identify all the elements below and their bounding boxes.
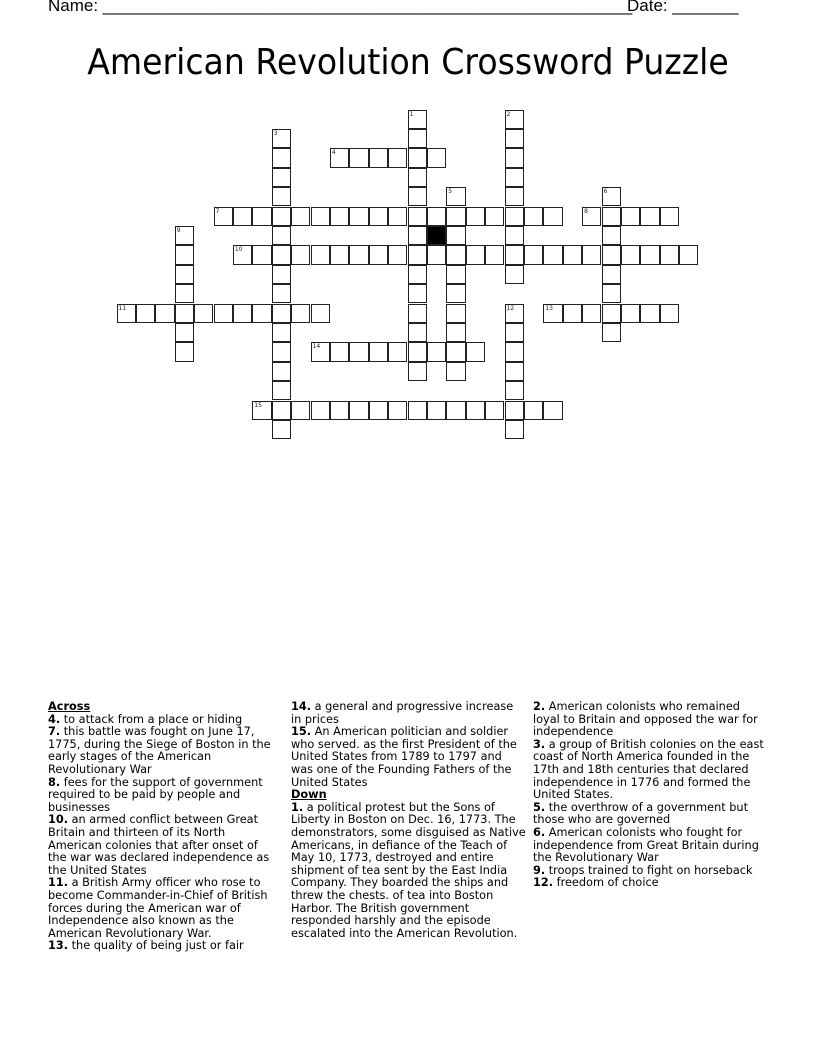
- grid-cell[interactable]: [388, 401, 407, 420]
- clue-number: 12: [506, 304, 515, 312]
- grid-cell[interactable]: [505, 401, 524, 420]
- down-heading: Down: [291, 788, 327, 802]
- grid-cell[interactable]: [543, 207, 562, 226]
- grid-cell[interactable]: [582, 207, 601, 226]
- grid-cell[interactable]: [408, 401, 427, 420]
- grid-cell[interactable]: [233, 207, 252, 226]
- grid-cell[interactable]: [602, 284, 621, 303]
- grid-cell[interactable]: [621, 304, 640, 323]
- clue-down-3: 3. a group of British colonies on the east coast of North America founded in the 17th and 18th centuries that declared independence in 1776 and formed the United States.: [533, 737, 764, 802]
- grid-cell[interactable]: [408, 187, 427, 206]
- grid-cell[interactable]: [582, 245, 601, 264]
- grid-cell[interactable]: [311, 245, 330, 264]
- grid-cell[interactable]: [369, 245, 388, 264]
- clues-column-2: [291, 701, 527, 940]
- grid-cell[interactable]: [369, 207, 388, 226]
- grid-cell[interactable]: [427, 148, 446, 167]
- grid-cell[interactable]: [349, 207, 368, 226]
- grid-cell[interactable]: [505, 265, 524, 284]
- grid-cell[interactable]: [272, 304, 291, 323]
- grid-cell[interactable]: [272, 148, 291, 167]
- grid-cell[interactable]: [485, 207, 504, 226]
- grid-cell[interactable]: [330, 245, 349, 264]
- grid-cell[interactable]: [272, 284, 291, 303]
- grid-cell[interactable]: [505, 323, 524, 342]
- clue-number: 3: [273, 129, 278, 137]
- grid-cell[interactable]: [311, 401, 330, 420]
- grid-cell[interactable]: [427, 342, 446, 361]
- grid-cell[interactable]: [660, 304, 679, 323]
- grid-cell[interactable]: [349, 342, 368, 361]
- grid-cell[interactable]: [175, 304, 194, 323]
- clue-across-10: 10. an armed conflict between Great Britain and thirteen of its North American colonies that after onset of the war was declared independence as the United States: [48, 813, 270, 877]
- grid-cell[interactable]: [408, 342, 427, 361]
- grid-cell[interactable]: [408, 362, 427, 381]
- grid-cell[interactable]: [233, 304, 252, 323]
- grid-cell[interactable]: [272, 323, 291, 342]
- grid-cell[interactable]: [272, 362, 291, 381]
- grid-cell[interactable]: [136, 304, 155, 323]
- grid-cell[interactable]: [408, 323, 427, 342]
- grid-cell[interactable]: [505, 207, 524, 226]
- grid-cell[interactable]: [466, 245, 485, 264]
- clue-number: 9: [176, 226, 181, 234]
- grid-cell[interactable]: [369, 342, 388, 361]
- clue-number: 11: [118, 304, 127, 312]
- grid-cell[interactable]: [524, 245, 543, 264]
- grid-cell[interactable]: [330, 148, 349, 167]
- grid-cell[interactable]: [175, 342, 194, 361]
- grid-cell[interactable]: [446, 304, 465, 323]
- grid-cell[interactable]: [505, 304, 524, 323]
- clue-number: 4: [331, 149, 336, 157]
- grid-cell[interactable]: [563, 245, 582, 264]
- grid-cell[interactable]: [311, 207, 330, 226]
- grid-cell[interactable]: [175, 284, 194, 303]
- page-title: American Revolution Crossword Puzzle: [87, 42, 729, 83]
- grid-cell[interactable]: [543, 401, 562, 420]
- grid-cell[interactable]: [214, 207, 233, 226]
- grid-cell[interactable]: [272, 168, 291, 187]
- grid-cell[interactable]: [311, 304, 330, 323]
- grid-cell[interactable]: [446, 401, 465, 420]
- clue-number: 5: [448, 188, 453, 196]
- grid-cell[interactable]: [291, 304, 310, 323]
- clue-down-12: 12. freedom of choice: [533, 876, 659, 890]
- grid-cell[interactable]: [485, 245, 504, 264]
- grid-cell[interactable]: [505, 245, 524, 264]
- grid-cell[interactable]: [311, 342, 330, 361]
- grid-cell[interactable]: [408, 284, 427, 303]
- grid-cell[interactable]: [349, 401, 368, 420]
- grid-cell[interactable]: [175, 265, 194, 284]
- grid-cell[interactable]: [408, 265, 427, 284]
- grid-cell[interactable]: [272, 420, 291, 439]
- grid-cell[interactable]: [427, 245, 446, 264]
- grid-cell[interactable]: [427, 207, 446, 226]
- grid-cell[interactable]: [330, 342, 349, 361]
- grid-cell[interactable]: [446, 323, 465, 342]
- grid-cell[interactable]: [408, 168, 427, 187]
- grid-cell[interactable]: [524, 401, 543, 420]
- clue-number: 15: [254, 401, 262, 409]
- grid-cell[interactable]: [291, 245, 310, 264]
- grid-cell[interactable]: [505, 420, 524, 439]
- grid-cell[interactable]: [252, 304, 271, 323]
- grid-cell[interactable]: [369, 148, 388, 167]
- grid-cell[interactable]: [349, 245, 368, 264]
- clue-across-11: 11. a British Army officer who rose to become Commander-in-Chief of British forces during the American war of Independence also known as the American Revolutionary War.: [48, 876, 268, 940]
- grid-cell[interactable]: [524, 207, 543, 226]
- grid-cell[interactable]: [543, 245, 562, 264]
- grid-block-cell: [427, 226, 446, 245]
- clue-down-1: 1. a political protest but the Sons of Liberty in Boston on Dec. 16, 1773. The demonstrators, some disguised as Native Americans, in defiance of the Teach of May 10, 1773, destroyed and entire shipment of tea sent by the East India Company. They boarded the ships and threw the chests. of tea into Boston Harbor. The British government responded harshly and the episode escalated into the American Revolution.: [291, 800, 526, 940]
- grid-cell[interactable]: [252, 401, 271, 420]
- grid-cell[interactable]: [505, 342, 524, 361]
- grid-cell[interactable]: [388, 207, 407, 226]
- grid-cell[interactable]: [291, 401, 310, 420]
- grid-cell[interactable]: [505, 168, 524, 187]
- clue-number: 6: [603, 188, 608, 196]
- clue-number: 13: [545, 304, 553, 312]
- grid-cell[interactable]: [505, 362, 524, 381]
- grid-cell[interactable]: [194, 304, 213, 323]
- grid-cell[interactable]: [505, 148, 524, 167]
- grid-cell[interactable]: [272, 187, 291, 206]
- grid-cell[interactable]: [446, 245, 465, 264]
- grid-cell[interactable]: [408, 148, 427, 167]
- grid-cell[interactable]: [505, 110, 524, 129]
- grid-cell[interactable]: [408, 226, 427, 245]
- grid-cell[interactable]: [349, 148, 368, 167]
- clue-across-15: 15. An American politician and soldier who served. as the first President of the United States from 1789 to 1797 and was one of the Founding Fathers of the United States: [291, 725, 517, 789]
- grid-cell[interactable]: [466, 401, 485, 420]
- grid-cell[interactable]: [408, 245, 427, 264]
- clues-column-1: [48, 701, 278, 953]
- grid-cell[interactable]: [505, 129, 524, 148]
- grid-cell[interactable]: [427, 401, 446, 420]
- grid-cell[interactable]: [446, 226, 465, 245]
- grid-cell[interactable]: [175, 245, 194, 264]
- grid-cell[interactable]: [291, 207, 310, 226]
- clue-number: 7: [215, 207, 220, 215]
- grid-cell[interactable]: [660, 207, 679, 226]
- grid-cell[interactable]: [446, 362, 465, 381]
- grid-cell[interactable]: [175, 226, 194, 245]
- grid-cell[interactable]: [660, 245, 679, 264]
- grid-cell[interactable]: [252, 245, 271, 264]
- clue-number: 14: [312, 343, 321, 351]
- clue-across-8: 8. fees for the support of government required to be paid by people and businesses: [48, 775, 263, 814]
- clue-number: 1: [409, 110, 414, 118]
- grid-cell[interactable]: [272, 226, 291, 245]
- grid-cell[interactable]: [679, 245, 698, 264]
- grid-cell[interactable]: [485, 401, 504, 420]
- grid-cell[interactable]: [621, 245, 640, 264]
- grid-cell[interactable]: [602, 207, 621, 226]
- grid-cell[interactable]: [602, 226, 621, 245]
- clue-across-4: 4. to attack from a place or hiding: [48, 712, 243, 726]
- grid-cell[interactable]: [330, 207, 349, 226]
- grid-cell[interactable]: [543, 304, 562, 323]
- grid-cell[interactable]: [369, 401, 388, 420]
- grid-cell[interactable]: [505, 226, 524, 245]
- grid-cell[interactable]: [446, 342, 465, 361]
- grid-cell[interactable]: [640, 207, 659, 226]
- grid-cell[interactable]: [563, 304, 582, 323]
- grid-cell[interactable]: [602, 323, 621, 342]
- grid-cell[interactable]: [621, 207, 640, 226]
- across-heading: Across: [48, 700, 91, 713]
- clue-across-14: 14. a general and progressive increase in prices: [291, 700, 514, 726]
- name-field-label: Name: ________________________________________________________: [48, 0, 633, 15]
- grid-cell[interactable]: [330, 401, 349, 420]
- clue-down-9: 9. troops trained to fight on horseback: [533, 863, 753, 877]
- grid-cell[interactable]: [446, 265, 465, 284]
- grid-cell[interactable]: [602, 265, 621, 284]
- grid-cell[interactable]: [272, 381, 291, 400]
- clue-down-2: 2. American colonists who remained loyal to Britain and opposed the war for independence: [533, 700, 758, 739]
- grid-cell[interactable]: [602, 304, 621, 323]
- grid-cell[interactable]: [272, 245, 291, 264]
- grid-cell[interactable]: [388, 148, 407, 167]
- grid-cell[interactable]: [272, 401, 291, 420]
- grid-cell[interactable]: [466, 207, 485, 226]
- grid-cell[interactable]: [505, 381, 524, 400]
- grid-cell[interactable]: [446, 207, 465, 226]
- grid-cell[interactable]: [602, 187, 621, 206]
- grid-cell[interactable]: [214, 304, 233, 323]
- date-field-label: Date: _______: [627, 0, 739, 15]
- grid-cell[interactable]: [272, 265, 291, 284]
- grid-cell[interactable]: [175, 323, 194, 342]
- clue-number: 8: [584, 207, 588, 215]
- grid-cell[interactable]: [252, 207, 271, 226]
- grid-cell[interactable]: [408, 304, 427, 323]
- grid-cell[interactable]: [640, 245, 659, 264]
- grid-cell[interactable]: [505, 187, 524, 206]
- grid-cell[interactable]: [117, 304, 136, 323]
- grid-cell[interactable]: [272, 129, 291, 148]
- grid-cell[interactable]: [640, 304, 659, 323]
- clue-across-7: 7. this battle was fought on June 17, 1775, during the Siege of Boston in the early stages of the American Revolutionary War: [48, 725, 271, 776]
- grid-cell[interactable]: [388, 342, 407, 361]
- grid-cell[interactable]: [446, 284, 465, 303]
- clue-down-5: 5. the overthrow of a government but those who are governed: [533, 800, 749, 827]
- grid-cell[interactable]: [446, 187, 465, 206]
- grid-cell[interactable]: [272, 342, 291, 361]
- grid-cell[interactable]: [233, 245, 252, 264]
- grid-cell[interactable]: [582, 304, 601, 323]
- clues-column-3: [533, 701, 769, 890]
- grid-cell[interactable]: [408, 129, 427, 148]
- clue-across-13: 13. the quality of being just or fair: [48, 939, 244, 953]
- grid-cell[interactable]: [155, 304, 174, 323]
- grid-cell[interactable]: [408, 207, 427, 226]
- grid-cell[interactable]: [272, 207, 291, 226]
- clue-number: 10: [234, 246, 243, 254]
- grid-cell[interactable]: [602, 245, 621, 264]
- clue-down-6: 6. American colonists who fought for independence from Great Britain during the Revolutionary War: [533, 825, 759, 865]
- grid-cell[interactable]: [408, 110, 427, 129]
- grid-cell[interactable]: [388, 245, 407, 264]
- grid-cell[interactable]: [466, 342, 485, 361]
- clue-number: 2: [506, 110, 511, 118]
